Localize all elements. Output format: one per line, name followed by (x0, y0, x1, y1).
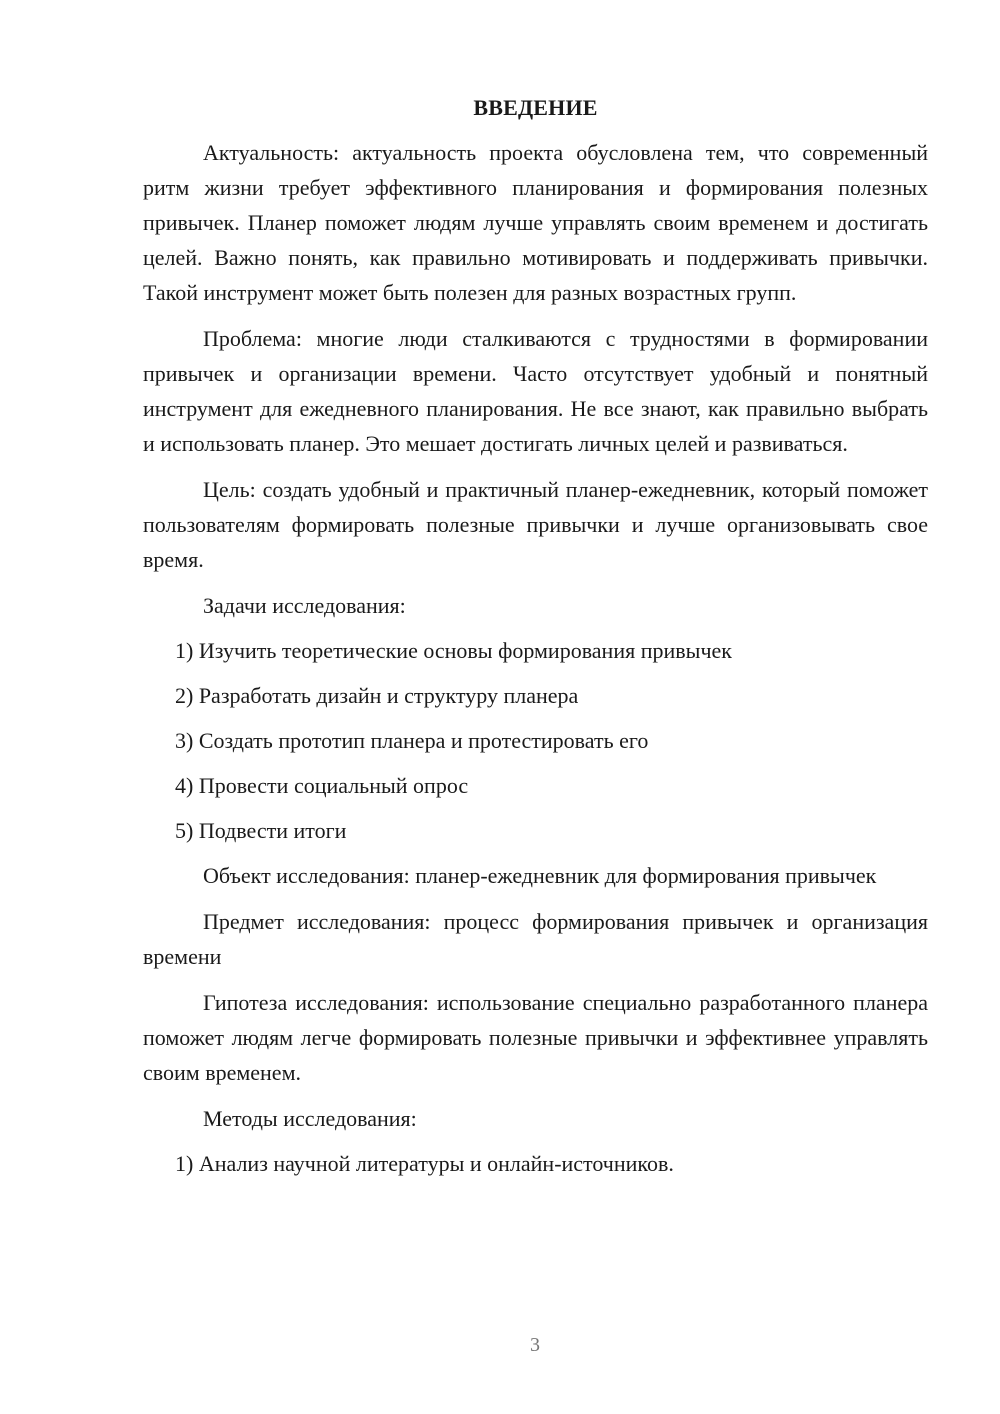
task-item: 2) Разработать дизайн и структуру планера (175, 683, 579, 708)
goal-paragraph: Цель: создать удобный и практичный планер-ежедневник, который поможет пользователям формировать полезные привычки и лучше организовывать свое время. (143, 477, 928, 572)
hypothesis-paragraph: Гипотеза исследования: использование специально разработанного планера поможет людям легче формировать полезные привычки и эффективнее управлять своим временем. (143, 990, 928, 1085)
methods-label: Методы исследования: (203, 1106, 417, 1131)
document-page (143, 90, 928, 1191)
section-title: ВВЕДЕНИЕ (473, 95, 598, 120)
task-item: 1) Изучить теоретические основы формирования привычек (175, 638, 732, 663)
page-number: 3 (530, 1334, 540, 1356)
task-item: 5) Подвести итоги (175, 818, 347, 843)
tasks-label: Задачи исследования: (203, 593, 406, 618)
problem-paragraph: Проблема: многие люди сталкиваются с трудностями в формировании привычек и организации времени. Часто отсутствует удобный и понятный инструмент для ежедневного планирования. Не все знают, как правильно выбрать и использовать планер. Это мешает достигать личных целей и развиваться. (143, 326, 928, 456)
method-item: 1) Анализ научной литературы и онлайн-источников. (175, 1151, 674, 1176)
task-item: 4) Провести социальный опрос (175, 773, 469, 798)
object-paragraph: Объект исследования: планер-ежедневник для формирования привычек (203, 863, 877, 888)
task-item: 3) Создать прототип планера и протестировать его (175, 728, 649, 753)
relevance-paragraph: Актуальность: актуальность проекта обусловлена тем, что современный ритм жизни требует эффективного планирования и формирования полезных привычек. Планер поможет людям лучше управлять своим временем и достигать целей. Важно понять, как правильно мотивировать и поддерживать привычки. Такой инструмент может быть полезен для разных возрастных групп. (143, 140, 928, 305)
subject-paragraph: Предмет исследования: процесс формирования привычек и организация времени (143, 909, 928, 969)
